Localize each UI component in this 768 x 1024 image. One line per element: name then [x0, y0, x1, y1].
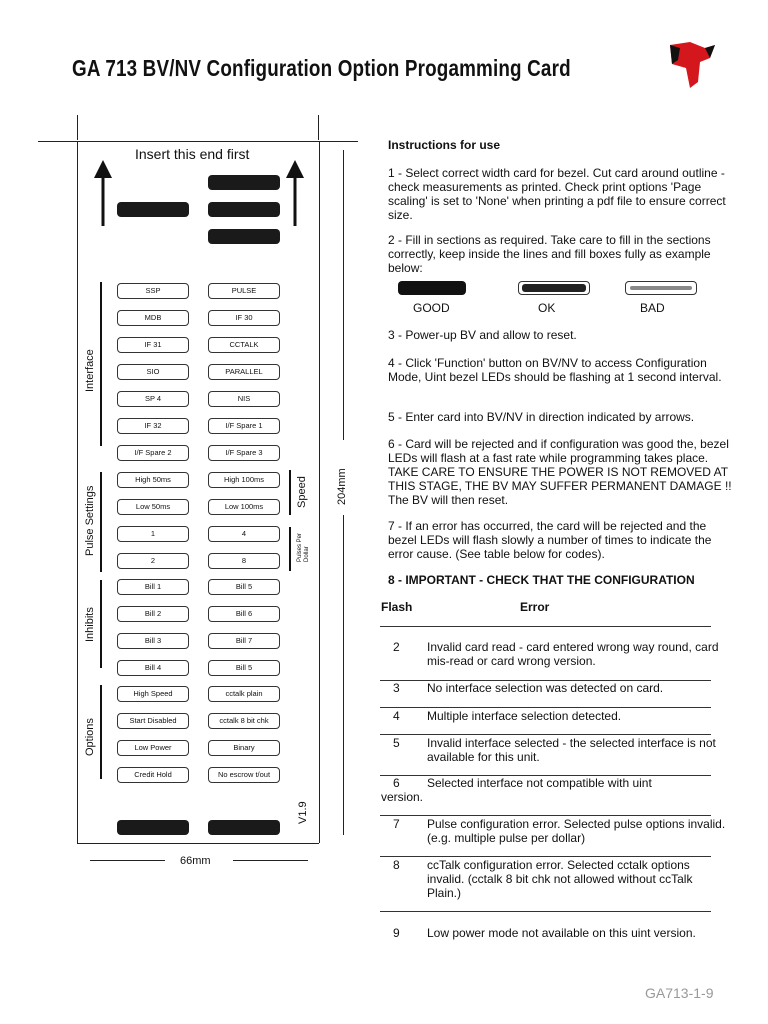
error-code: 7 — [393, 817, 400, 831]
error-description: Selected interface not compatible with uint — [427, 776, 652, 790]
error-description: Multiple interface selection detected. — [427, 709, 622, 723]
card-option-left: Bill 2 — [117, 606, 189, 622]
table-divider — [380, 815, 711, 816]
error-description: Invalid interface selected - the selected interface is not available for this unit. — [427, 736, 716, 764]
card-option-right: High 100ms — [208, 472, 280, 488]
error-code: 5 — [393, 736, 400, 750]
card-outline — [77, 141, 320, 843]
card-option-left: Bill 3 — [117, 633, 189, 649]
error-code: 8 — [393, 858, 400, 872]
error-description-wrap: version. — [381, 790, 424, 804]
group-label-inhibits: Inhibits — [84, 607, 96, 642]
instructions-heading: Instructions for use — [388, 138, 501, 152]
table-divider — [380, 856, 711, 857]
error-description: No interface selection was detected on card. — [427, 681, 664, 695]
card-option-right: 4 — [208, 526, 280, 542]
width-dimension: 66mm — [180, 855, 211, 867]
instruction-step-5: 5 - Enter card into BV/NV in direction indicated by arrows. — [388, 410, 695, 424]
table-divider — [380, 626, 711, 627]
height-dimension: 204mm — [336, 468, 348, 505]
instruction-step-6: 6 - Card will be rejected and if configuration was good the, bezel LEDs will flash at a fast rate while programming takes place. TAKE CARE TO ENSURE THE POWER IS NOT REMOVED AT THIS STAGE, THE BV MAY SUFFER PERMANENT DAMAGE !! The BV will then reset. — [388, 437, 732, 507]
card-option-right: 8 — [208, 553, 280, 569]
sync-mark — [208, 820, 280, 835]
card-option-right: No escrow t/out — [208, 767, 280, 783]
card-option-right: Binary — [208, 740, 280, 756]
card-option-right: PARALLEL — [208, 364, 280, 380]
error-code: 3 — [393, 681, 400, 695]
error-description: Invalid card read - card entered wrong way round, card mis-read or card wrong version. — [427, 640, 719, 668]
fill-example-bad — [625, 281, 697, 295]
card-option-left: MDB — [117, 310, 189, 326]
card-option-left: SIO — [117, 364, 189, 380]
sync-mark — [208, 202, 280, 217]
card-option-left: SP 4 — [117, 391, 189, 407]
card-option-left: I/F Spare 2 — [117, 445, 189, 461]
document-code: GA713-1-9 — [645, 985, 714, 1001]
card-option-left: Start Disabled — [117, 713, 189, 729]
group-label-interface: Interface — [84, 349, 96, 392]
table-divider — [380, 707, 711, 708]
instruction-step-1: 1 - Select correct width card for bezel. Cut card around outline - check measurements as printed. Check print options 'Page scaling' is set to 'None' when printing a pdf file to ensure correct size. — [388, 166, 726, 222]
card-option-right: cctalk 8 bit chk — [208, 713, 280, 729]
card-option-right: CCTALK — [208, 337, 280, 353]
card-option-right: PULSE — [208, 283, 280, 299]
table-divider — [380, 911, 711, 912]
card-option-left: High Speed — [117, 686, 189, 702]
fill-label-good: GOOD — [413, 301, 450, 315]
arrow-up-icon — [90, 158, 116, 228]
page-title: GA 713 BV/NV Configuration Option Progamming Card — [72, 55, 571, 81]
card-option-left: SSP — [117, 283, 189, 299]
table-header-error: Error — [520, 600, 550, 614]
card-option-right: I/F Spare 1 — [208, 418, 280, 434]
error-description: Pulse configuration error. Selected pulse options invalid.(e.g. multiple pulse per dollar) — [427, 817, 726, 845]
card-option-right: Bill 7 — [208, 633, 280, 649]
card-option-right: IF 30 — [208, 310, 280, 326]
group-label-pulse-settings: Pulse Settings — [84, 485, 96, 556]
group-label-options: Options — [84, 718, 96, 756]
card-option-left: High 50ms — [117, 472, 189, 488]
instruction-step-4: 4 - Click 'Function' button on BV/NV to access Configuration Mode, Uint bezel LEDs should be flashing at 1 second interval. — [388, 356, 722, 384]
instruction-step-7: 7 - If an error has occurred, the card will be rejected and the bezel LEDs will flash slowly a number of times to indicate the error cause. (See table below for codes). — [388, 519, 712, 561]
brand-logo — [660, 40, 720, 90]
fill-label-ok: OK — [538, 301, 556, 315]
instruction-step-8: 8 - IMPORTANT - CHECK THAT THE CONFIGURATION — [388, 573, 695, 587]
card-option-left: 2 — [117, 553, 189, 569]
card-option-right: NIS — [208, 391, 280, 407]
card-version: V1.9 — [297, 801, 309, 824]
error-description: ccTalk configuration error. Selected cctalk options invalid. (cctalk 8 bit chk not allowed without ccTalk Plain.) — [427, 858, 693, 900]
fill-example-good — [398, 281, 466, 295]
fill-label-bad: BAD — [640, 301, 665, 315]
sync-mark — [208, 175, 280, 190]
table-divider — [380, 734, 711, 735]
card-option-right: Bill 5 — [208, 579, 280, 595]
card-option-left: Low Power — [117, 740, 189, 756]
card-option-left: Low 50ms — [117, 499, 189, 515]
card-option-right: I/F Spare 3 — [208, 445, 280, 461]
card-option-left: Bill 4 — [117, 660, 189, 676]
error-code: 2 — [393, 640, 400, 654]
card-option-left: IF 31 — [117, 337, 189, 353]
insert-instruction: Insert this end first — [135, 146, 250, 162]
card-option-right: Low 100ms — [208, 499, 280, 515]
error-code: 6 — [393, 776, 400, 790]
arrow-up-icon — [282, 158, 308, 228]
instruction-step-2: 2 - Fill in sections as required. Take care to fill in the sections correctly, keep inside the lines and fill boxes fully as example below: — [388, 233, 711, 275]
card-option-right: Bill 6 — [208, 606, 280, 622]
group-label-pulses-per-dollar: Pulses Per Dollar — [297, 532, 310, 562]
instruction-step-3: 3 - Power-up BV and allow to reset. — [388, 328, 577, 342]
card-option-left: Bill 1 — [117, 579, 189, 595]
card-option-left: IF 32 — [117, 418, 189, 434]
card-option-left: 1 — [117, 526, 189, 542]
error-code: 9 — [393, 926, 400, 940]
card-option-left: Credit Hold — [117, 767, 189, 783]
error-description: Low power mode not available on this uint version. — [427, 926, 696, 940]
fill-example-ok — [518, 281, 590, 295]
group-label-speed: Speed — [296, 476, 308, 508]
error-code: 4 — [393, 709, 400, 723]
card-option-right: Bill 5 — [208, 660, 280, 676]
sync-mark — [117, 202, 189, 217]
sync-mark — [208, 229, 280, 244]
sync-mark — [117, 820, 189, 835]
card-option-right: cctalk plain — [208, 686, 280, 702]
table-header-flash: Flash — [381, 600, 413, 614]
